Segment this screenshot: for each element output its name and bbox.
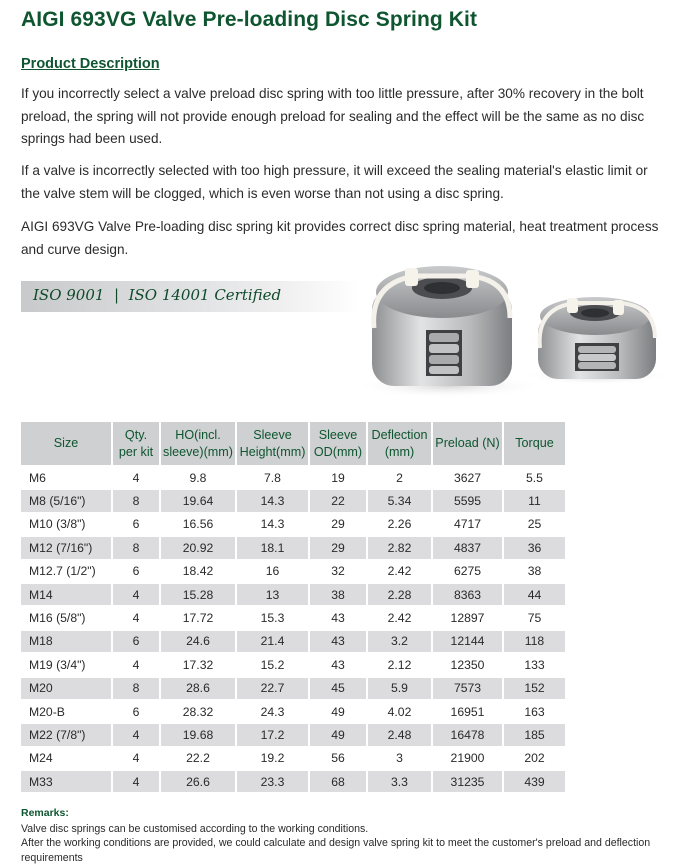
table-row [21, 631, 565, 652]
remark-line: After the working conditions are provided, we could calculate and design valve spring kit to meet the customer's preload and deflection requirements [21, 837, 651, 864]
cell-torque: 133 [524, 657, 545, 672]
cell-deflection: 3 [396, 751, 403, 766]
cell-sleeve-height: 18.1 [237, 537, 308, 558]
cell-sleeve-od: 49 [331, 704, 345, 719]
certification-banner [21, 281, 361, 312]
cell-qty: 6 [132, 704, 140, 719]
cell-size: M19 (3/4") [29, 657, 86, 672]
cell-torque: 44 [504, 584, 565, 605]
cell-ho: 17.72 [182, 611, 214, 626]
cell-sleeve-height: 14.3 [260, 517, 285, 532]
cell-sleeve-od: 49 [310, 724, 366, 745]
cell-size: M18 [21, 631, 111, 652]
cell-ho: 28.32 [182, 704, 214, 719]
cell-size: M22 (7/8") [21, 724, 111, 745]
table-row [21, 678, 565, 699]
cell-sleeve-height: 15.2 [260, 657, 285, 672]
header-sleeve-od: Sleeve OD(mm) [310, 422, 366, 465]
cell-sleeve-height: 7.8 [264, 470, 281, 485]
cell-torque: 25 [527, 517, 542, 532]
cell-preload: 21900 [450, 751, 485, 766]
cell-ho: 16.56 [182, 517, 214, 532]
table-row [21, 584, 565, 605]
header-size: Size [21, 422, 111, 465]
cell-size: M14 [21, 584, 111, 605]
table-row [21, 607, 565, 628]
cell-preload: 4837 [433, 537, 502, 558]
header-preload: Preload (N) [433, 422, 502, 465]
cell-qty: 4 [132, 657, 140, 672]
description-paragraph: If you incorrectly select a valve preload disc spring with too little pressure, after 30% recovery in the bolt preload, the spring will not provide enough preload for sealing and the effect will be the same as no disc springs had been used. [21, 86, 645, 146]
cell-sleeve-height: 22.7 [237, 678, 308, 699]
cell-ho: 18.42 [182, 564, 214, 579]
cell-ho: 28.6 [161, 678, 235, 699]
cell-sleeve-od: 32 [331, 564, 345, 579]
table-row [21, 490, 565, 511]
spec-table [19, 420, 567, 794]
cell-size: M20 [21, 678, 111, 699]
cell-deflection: 3.3 [368, 771, 431, 792]
cell-preload: 5595 [433, 490, 502, 511]
header-deflection: Deflection (mm) [368, 422, 431, 465]
cell-sleeve-height: 13 [237, 584, 308, 605]
cell-deflection: 4.02 [387, 704, 412, 719]
cell-size: M33 [21, 771, 111, 792]
cell-torque: 163 [524, 704, 545, 719]
cell-sleeve-od: 45 [310, 678, 366, 699]
cell-preload: 3627 [453, 470, 482, 485]
table-row [21, 724, 565, 745]
cell-qty: 8 [113, 490, 159, 511]
cell-qty: 4 [113, 771, 159, 792]
cell-torque: 185 [504, 724, 565, 745]
cell-deflection: 2.82 [368, 537, 431, 558]
cell-sleeve-od: 19 [331, 470, 345, 485]
description-paragraph: AIGI 693VG Valve Pre-loading disc spring kit provides correct disc spring material, heat treatment process and curve design. [21, 219, 659, 257]
cell-sleeve-od: 22 [310, 490, 366, 511]
cell-torque: 5.5 [526, 470, 543, 485]
cell-sleeve-od: 43 [310, 631, 366, 652]
cell-qty: 8 [113, 537, 159, 558]
cell-sleeve-od: 68 [310, 771, 366, 792]
cell-torque: 152 [504, 678, 565, 699]
cell-qty: 4 [113, 724, 159, 745]
cell-size: M24 [29, 751, 53, 766]
cell-torque: 75 [527, 611, 542, 626]
cell-qty: 6 [132, 564, 140, 579]
cell-sleeve-height: 19.2 [260, 751, 285, 766]
cell-preload: 12144 [433, 631, 502, 652]
cell-ho: 20.92 [161, 537, 235, 558]
cell-preload: 16478 [433, 724, 502, 745]
cell-preload: 6275 [453, 564, 482, 579]
cell-deflection: 2.42 [387, 564, 412, 579]
cell-ho: 19.68 [161, 724, 235, 745]
cell-sleeve-od: 29 [310, 537, 366, 558]
cell-deflection: 2.48 [368, 724, 431, 745]
cell-sleeve-height: 23.3 [237, 771, 308, 792]
cell-preload: 16951 [450, 704, 485, 719]
cell-preload: 7573 [433, 678, 502, 699]
cell-preload: 4717 [453, 517, 482, 532]
cell-deflection: 5.34 [368, 490, 431, 511]
large-spring-kit [360, 266, 543, 398]
cell-ho: 9.8 [189, 470, 207, 485]
cell-ho: 26.6 [161, 771, 235, 792]
cell-ho: 19.64 [161, 490, 235, 511]
cell-sleeve-od: 56 [331, 751, 345, 766]
cell-sleeve-height: 21.4 [237, 631, 308, 652]
table-row [21, 654, 565, 675]
cell-preload: 12350 [450, 657, 485, 672]
cell-size: M12 (7/16") [21, 537, 111, 558]
header-sleeve-height: Sleeve Height(mm) [237, 422, 308, 465]
cell-size: M8 (5/16") [21, 490, 111, 511]
cell-torque: 439 [504, 771, 565, 792]
cell-ho: 24.6 [161, 631, 235, 652]
cell-deflection: 2.28 [368, 584, 431, 605]
certification-text: ISO 9001 | ISO 14001 Certified [33, 286, 282, 304]
cell-deflection: 2.26 [387, 517, 412, 532]
cell-ho: 22.2 [186, 751, 210, 766]
cell-deflection: 3.2 [368, 631, 431, 652]
cell-sleeve-od: 43 [331, 657, 345, 672]
table-row [21, 561, 565, 582]
cell-sleeve-od: 29 [331, 517, 345, 532]
remarks-heading: Remarks: [21, 807, 69, 819]
cell-sleeve-od: 38 [310, 584, 366, 605]
cell-torque: 118 [504, 631, 565, 652]
cell-ho: 15.28 [161, 584, 235, 605]
description-paragraph: If a valve is incorrectly selected with too high pressure, it will exceed the sealing material's elastic limit or the valve stem will be clogged, which is even worse than not using a disc spring. [21, 163, 648, 201]
cell-size: M6 [29, 470, 46, 485]
cell-preload: 31235 [433, 771, 502, 792]
cell-qty: 6 [132, 517, 140, 532]
cell-sleeve-height: 17.2 [237, 724, 308, 745]
cell-sleeve-height: 24.3 [260, 704, 285, 719]
table-row [21, 771, 565, 792]
small-spring-kit [522, 297, 672, 385]
header-torque: Torque [504, 422, 565, 465]
cell-qty: 8 [113, 678, 159, 699]
table-row [21, 701, 565, 722]
page-title: AIGI 693VG Valve Pre-loading Disc Spring Kit [21, 8, 478, 31]
cell-sleeve-height: 16 [265, 564, 280, 579]
cell-size: M16 (5/8") [29, 611, 86, 626]
product-description-heading: Product Description [21, 56, 160, 72]
header-qty: Qty. per kit [113, 422, 159, 465]
cell-torque: 38 [527, 564, 542, 579]
remark-line: Valve disc springs can be customised according to the working conditions. [21, 823, 369, 835]
cell-deflection: 2.42 [387, 611, 412, 626]
cell-preload: 8363 [433, 584, 502, 605]
cell-qty: 4 [132, 611, 140, 626]
cell-sleeve-height: 14.3 [237, 490, 308, 511]
table-header-row [21, 422, 565, 465]
cell-deflection: 2 [396, 470, 403, 485]
cell-torque: 202 [524, 751, 545, 766]
cell-qty: 4 [113, 584, 159, 605]
product-image [360, 258, 689, 408]
table-row [21, 467, 565, 488]
cell-preload: 12897 [450, 611, 485, 626]
cell-sleeve-od: 43 [331, 611, 345, 626]
cell-size: M12.7 (1/2") [29, 564, 96, 579]
cell-qty: 6 [113, 631, 159, 652]
table-row [21, 537, 565, 558]
cell-ho: 17.32 [182, 657, 214, 672]
cell-torque: 36 [504, 537, 565, 558]
cell-qty: 4 [132, 470, 140, 485]
cell-size: M10 (3/8") [29, 517, 86, 532]
table-row [21, 748, 565, 769]
cell-torque: 11 [504, 490, 565, 511]
cell-sleeve-height: 15.3 [260, 611, 285, 626]
cell-size: M20-B [29, 704, 65, 719]
cell-qty: 4 [132, 751, 140, 766]
cell-deflection: 5.9 [368, 678, 431, 699]
header-ho: HO(incl. sleeve)(mm) [161, 422, 235, 465]
table-row [21, 514, 565, 535]
cell-deflection: 2.12 [387, 657, 412, 672]
